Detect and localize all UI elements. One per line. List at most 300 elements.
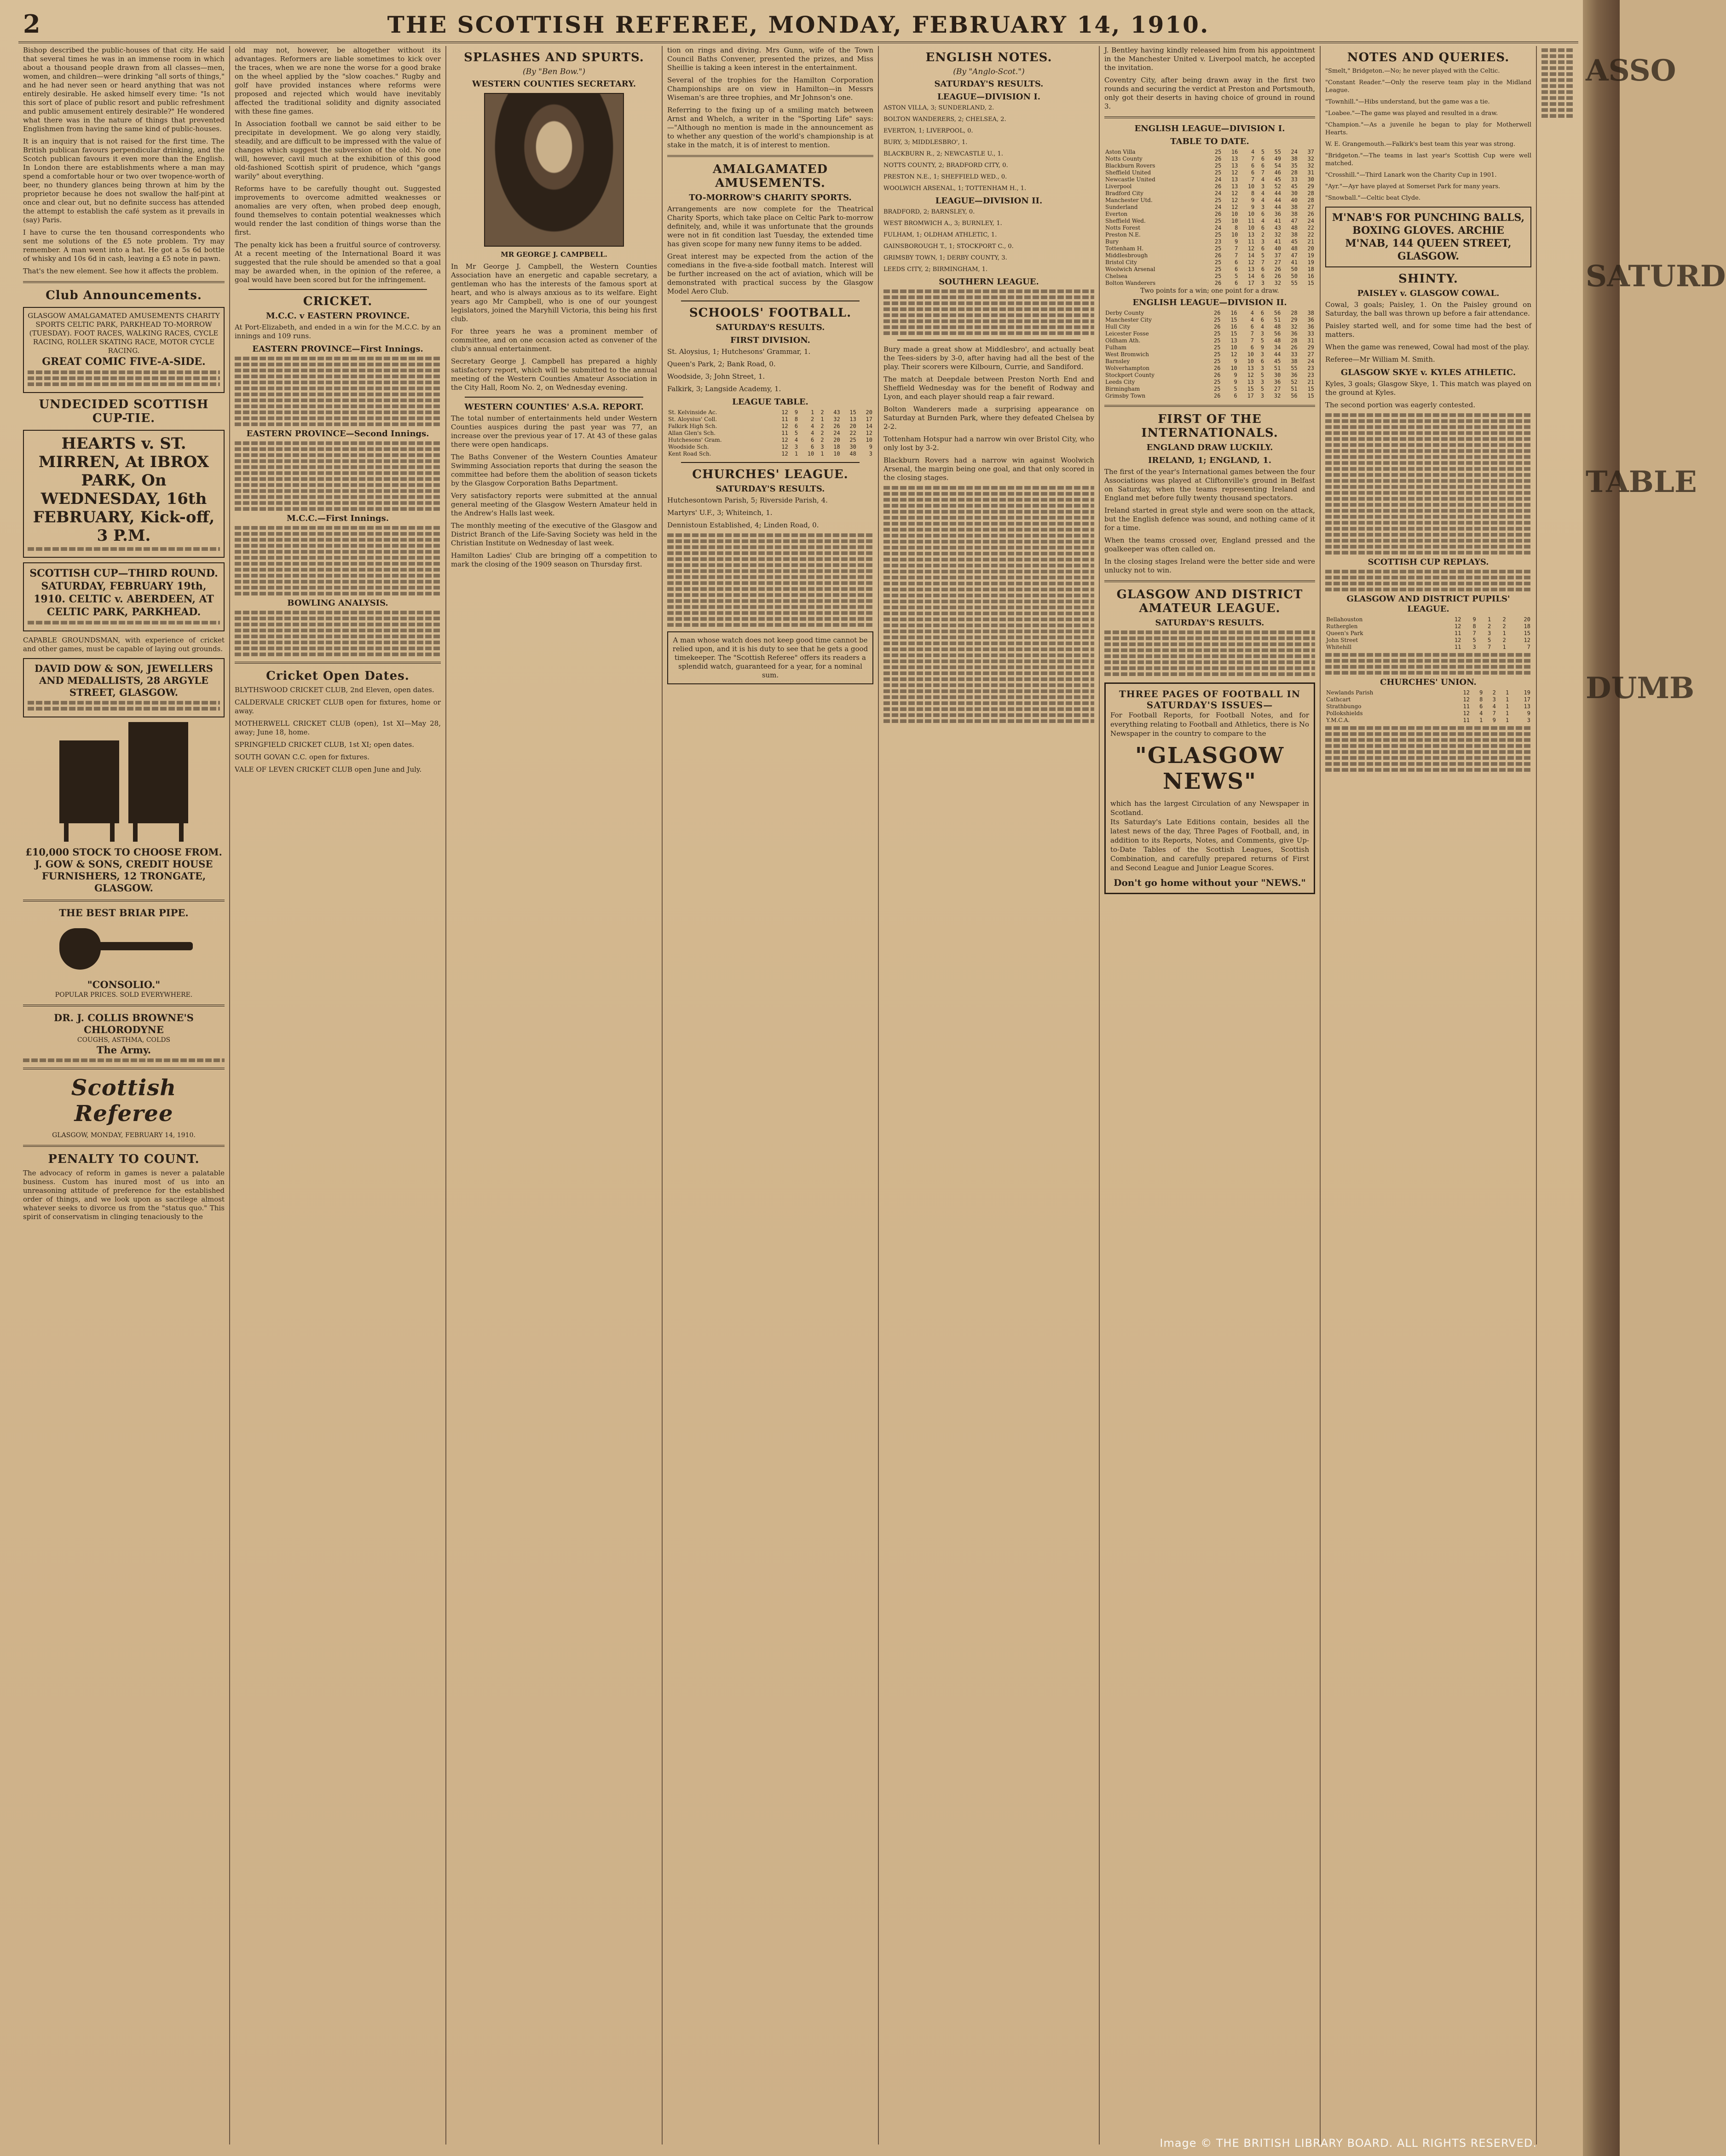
innings-heading: EASTERN PROVINCE—First Innings. bbox=[252, 344, 423, 354]
paragraph: old may not, however, be altogether without its advantages. Reformers are liable sometimes to kick over the traces, when we are none the worse for a good brake on the wheel applied by the "slow coaches." Rugby and golf have provided instances where reforms were proposed and rejected which would have inevitably affected the traditional solidity and dignity associated with these fine games. bbox=[235, 46, 441, 116]
paragraph: Great interest may be expected from the action of the comedians in the five-a-side football match. Interest will be further increased on the act of aviation, which will be demonstrated with practical success by the Glasgow Model Aero Club. bbox=[667, 252, 873, 295]
query-item: "Ayr."—Ayr have played at Somerset Park for many years. bbox=[1325, 183, 1501, 190]
divider bbox=[1104, 405, 1315, 407]
cup-tie-heading: UNDECIDED SCOTTISH CUP-TIE. bbox=[39, 398, 209, 425]
table-cell: 2 bbox=[1261, 231, 1265, 238]
table-cell: West Bromwich bbox=[1105, 351, 1149, 358]
table-cell: 6 bbox=[1260, 358, 1264, 364]
result: Martyrs' U.F., 3; Whiteinch, 1. bbox=[667, 509, 773, 517]
watch-ad bbox=[667, 631, 873, 684]
table-cell: 38 bbox=[1307, 310, 1314, 316]
table-cell: 7 bbox=[1235, 252, 1238, 259]
table-cell: Leicester Fosse bbox=[1105, 330, 1149, 337]
celtic-aberdeen-ad bbox=[23, 562, 225, 631]
paragraph: When the game was renewed, Cowal had most of the play. bbox=[1325, 343, 1530, 351]
table-row bbox=[1104, 231, 1315, 238]
table-cell: 13 bbox=[1524, 703, 1530, 710]
table-cell: 16 bbox=[1230, 310, 1237, 316]
table-cell: 1 bbox=[794, 451, 798, 457]
table-cell: 17 bbox=[1247, 393, 1254, 399]
table-cell: 11 bbox=[1454, 630, 1461, 636]
table-row bbox=[1104, 344, 1315, 351]
table-cell: 14 bbox=[1247, 273, 1255, 279]
table-cell: 21 bbox=[1307, 379, 1314, 385]
page-number: 2 bbox=[23, 9, 40, 39]
fine-print bbox=[28, 701, 220, 705]
table-subheading: TABLE TO DATE. bbox=[1170, 137, 1249, 146]
fine-print bbox=[28, 547, 220, 551]
table-cell: 5 bbox=[1260, 386, 1264, 392]
table-row bbox=[1104, 317, 1315, 324]
table-cell: 25 bbox=[1214, 245, 1222, 252]
paragraph: The first of the year's International games between the four Associations was played at Cliftonville's ground in Belfast on Saturday, when the teams representing Ireland and England met before fully twenty thousand spectators. bbox=[1104, 468, 1315, 502]
paragraph: Bolton Wanderers made a surprising appearance on Saturday at Burnden Park, where they defeated Chelsea by 2-2. bbox=[883, 405, 1094, 431]
table-cell: Liverpool bbox=[1105, 183, 1132, 190]
table-cell: 6 bbox=[1260, 310, 1264, 316]
subheading: GLASGOW AND DISTRICT PUPILS' LEAGUE. bbox=[1346, 594, 1510, 614]
table-cell: Whitehill bbox=[1326, 644, 1352, 650]
query-item: "Snowball."—Celtic beat Clyde. bbox=[1325, 195, 1421, 202]
open-date-item: MOTHERWELL CRICKET CLUB (open), 1st XI—May 28, away; June 18, home. bbox=[235, 719, 441, 736]
table-cell: 15 bbox=[1307, 280, 1314, 286]
table-cell: 17 bbox=[1524, 696, 1530, 703]
table-row bbox=[667, 444, 873, 451]
table-cell: 28 bbox=[1291, 169, 1298, 176]
table-cell: 1 bbox=[1506, 717, 1509, 723]
table-cell: 25 bbox=[1214, 337, 1221, 344]
result: Queen's Park, 2; Bank Road, 0. bbox=[667, 360, 776, 368]
schools-heading: SCHOOLS' FOOTBALL. bbox=[689, 306, 852, 320]
table-cell: 5 bbox=[1260, 372, 1264, 378]
table-cell: 11 bbox=[1247, 218, 1255, 224]
table-cell: 3 bbox=[1492, 696, 1496, 703]
dateline: GLASGOW, MONDAY, FEBRUARY 14, 1910. bbox=[52, 1132, 196, 1139]
table-cell: 43 bbox=[833, 409, 840, 416]
table-cell: Sunderland bbox=[1105, 204, 1138, 210]
table-cell: 10 bbox=[1230, 344, 1237, 351]
columns bbox=[18, 46, 1578, 2144]
table-row bbox=[1104, 156, 1315, 162]
paragraph: The advocacy of reform in games is never a palatable business. Custom has inured most of us into an unreasoning attitude of preference for the established order of things, and we look upon as sacrilege almost whatever seeks to divorce us from the "status quo." This spirit of conservatism in clinging tenaciously to the bbox=[23, 1169, 225, 1221]
table-cell: 16 bbox=[1307, 273, 1314, 279]
table-cell: 9 bbox=[1235, 238, 1238, 245]
fine-print bbox=[28, 621, 220, 624]
scottish-referee-logo: Scottish Referee bbox=[71, 1075, 177, 1127]
table-cell: Wolverhampton bbox=[1105, 365, 1149, 371]
byline: (By "Ben Bow.") bbox=[523, 67, 585, 76]
table-cell: 8 bbox=[1235, 225, 1238, 231]
table-row bbox=[1104, 365, 1315, 372]
paragraph: Reforms have to be carefully thought out. Suggested improvements to overcome admitted weaknesses or anomalies are very often, when probed deep enough, found themselves to contain potential weaknesses which would render the last condition of things worse than the first. bbox=[235, 185, 441, 237]
table-cell: Notts Forest bbox=[1105, 225, 1141, 231]
pipe-name: "CONSOLIO." bbox=[87, 979, 161, 990]
result: GRIMSBY TOWN, 1; DERBY COUNTY, 3. bbox=[883, 254, 1007, 261]
column-2 bbox=[230, 46, 446, 2144]
table-cell: 45 bbox=[1274, 358, 1281, 364]
table-cell: 10 bbox=[833, 451, 840, 457]
table-cell: 12 bbox=[1230, 351, 1237, 358]
newspaper-name: "GLASGOW NEWS" bbox=[1135, 743, 1285, 794]
table-cell: 25 bbox=[1214, 273, 1222, 279]
table-cell: 18 bbox=[1307, 266, 1314, 272]
table-cell: Barnsley bbox=[1105, 358, 1130, 364]
table-cell: 51 bbox=[1274, 365, 1281, 371]
table-cell: 9 bbox=[1251, 197, 1255, 203]
table-cell: Bristol City bbox=[1105, 259, 1137, 266]
table-row bbox=[1104, 379, 1315, 386]
table-cell: 1 bbox=[1487, 616, 1491, 623]
table-cell: 24 bbox=[1214, 190, 1222, 197]
table-cell: 7 bbox=[1261, 259, 1265, 266]
table-cell: Strathbungo bbox=[1326, 703, 1362, 710]
table-cell: 20 bbox=[849, 423, 856, 429]
paragraph: The second portion was eagerly contested. bbox=[1325, 401, 1476, 409]
table-cell: 5 bbox=[1260, 337, 1264, 344]
table-cell: 2 bbox=[1502, 637, 1506, 643]
table-cell: 13 bbox=[1247, 266, 1255, 272]
table-cell: Grimsby Town bbox=[1105, 393, 1146, 399]
table-cell: 6 bbox=[794, 423, 798, 429]
table-row bbox=[1325, 630, 1531, 637]
ad-text: Its Saturday's Late Editions contain, besides all the latest news of the day, Three Pages of Football, and, in addition to its Reports, Notes, and Comments, give Up-to-Date Tables of the Scottish Leagues, Scottish Combination, and carefully prepared returns of First and Second League and Junior League Scores. bbox=[1110, 818, 1309, 872]
table-cell: John Street bbox=[1326, 637, 1358, 643]
portrait-photo bbox=[484, 93, 624, 247]
table-cell: 33 bbox=[1291, 176, 1298, 183]
table-row bbox=[1104, 330, 1315, 337]
table-cell: Woolwich Arsenal bbox=[1105, 266, 1155, 272]
table-row bbox=[1325, 637, 1531, 644]
notes-queries-heading: NOTES AND QUERIES. bbox=[1347, 51, 1510, 64]
table-cell: 5 bbox=[1235, 273, 1238, 279]
table-cell: 52 bbox=[1274, 183, 1282, 190]
table-cell: 9 bbox=[1479, 689, 1483, 696]
table-cell: 1 bbox=[820, 451, 824, 457]
table-row bbox=[1104, 273, 1315, 280]
table-cell: 4 bbox=[1492, 703, 1496, 710]
result: EVERTON, 1; LIVERPOOL, 0. bbox=[883, 127, 973, 134]
table-cell: 7 bbox=[1250, 330, 1254, 337]
masthead-title: THE SCOTTISH REFEREE, MONDAY, FEBRUARY 14, 1910. bbox=[387, 11, 1210, 38]
table-cell: Derby County bbox=[1105, 310, 1144, 316]
table-cell: 25 bbox=[1214, 317, 1221, 323]
table-cell: Bradford City bbox=[1105, 190, 1143, 197]
cricket-heading: CRICKET. bbox=[303, 295, 373, 308]
table-cell: 6 bbox=[1235, 259, 1238, 266]
table-cell: 55 bbox=[1291, 365, 1298, 371]
table-cell: 10 bbox=[1247, 225, 1255, 231]
subheading: SCOTTISH CUP REPLAYS. bbox=[1368, 557, 1489, 567]
table-cell: 13 bbox=[849, 416, 856, 422]
ad-heading: SCOTTISH CUP—THIRD ROUND. SATURDAY, FEBRUARY 19th, 1910. CELTIC v. ABERDEEN, AT CELTIC PARK, PARKHEAD. bbox=[29, 567, 218, 618]
table-cell: 9 bbox=[1234, 372, 1237, 378]
table-cell: 8 bbox=[1472, 623, 1476, 630]
table-cell: 41 bbox=[1274, 238, 1282, 245]
fine-print bbox=[23, 1058, 225, 1062]
table-cell: Birmingham bbox=[1105, 386, 1140, 392]
table-cell: Chelsea bbox=[1105, 273, 1128, 279]
table-cell: Leeds City bbox=[1105, 379, 1135, 385]
table-cell: 48 bbox=[849, 451, 856, 457]
column-1 bbox=[18, 46, 230, 2144]
table-cell: 52 bbox=[1291, 379, 1298, 385]
paragraph: Kyles, 3 goals; Glasgow Skye, 1. This match was played on the ground at Kyles. bbox=[1325, 380, 1531, 397]
result: BRADFORD, 2; BARNSLEY, 0. bbox=[883, 208, 975, 215]
shinty-heading: SHINTY. bbox=[1398, 272, 1458, 286]
table-cell: Aston Villa bbox=[1105, 149, 1136, 155]
table-cell: 7 bbox=[1235, 245, 1238, 252]
table-cell: 12 bbox=[781, 451, 788, 457]
table-cell: 38 bbox=[1291, 211, 1298, 217]
table-row bbox=[1104, 266, 1315, 273]
table-cell: 13 bbox=[1230, 337, 1237, 344]
open-date-item: CALDERVALE CRICKET CLUB open for fixtures, home or away. bbox=[235, 698, 441, 715]
table-cell: 1 bbox=[1506, 696, 1509, 703]
table-cell: 38 bbox=[1291, 204, 1298, 210]
table-cell: 7 bbox=[1487, 644, 1491, 650]
open-date-item: SPRINGFIELD CRICKET CLUB, 1st XI; open dates. bbox=[235, 740, 414, 749]
paragraph: At Port-Elizabeth, and ended in a win for the M.C.C. by an innings and 109 runs. bbox=[235, 323, 441, 340]
table-cell: 28 bbox=[1291, 337, 1298, 344]
table-cell: 33 bbox=[1307, 330, 1314, 337]
table-cell: 1 bbox=[1506, 703, 1509, 710]
table-row bbox=[1104, 169, 1315, 176]
table-cell: 6 bbox=[1261, 273, 1265, 279]
photo-caption: MR GEORGE J. CAMPBELL. bbox=[501, 250, 607, 259]
table-row bbox=[1104, 197, 1315, 204]
paragraph: Bury made a great show at Middlesbro', and actually beat the Tees-siders by 3-0, after having had all the best of the play. Their scorers were Kilbourn, Currie, and Sandiford. bbox=[883, 345, 1094, 371]
subheading: SATURDAY'S RESULTS. bbox=[934, 79, 1044, 89]
table-cell: 1 bbox=[810, 409, 814, 416]
result: WEST BROMWICH A., 3; BURNLEY, 1. bbox=[883, 220, 1002, 227]
furniture-illustration bbox=[55, 722, 193, 842]
table-row bbox=[1104, 372, 1315, 379]
table-cell: Stockport County bbox=[1105, 372, 1155, 378]
table-cell: 6 bbox=[1234, 393, 1237, 399]
subheading: TO-MORROW'S CHARITY SPORTS. bbox=[689, 193, 852, 202]
table-cell: 2 bbox=[810, 416, 814, 422]
table-row bbox=[1104, 351, 1315, 358]
paragraph: Arrangements are now complete for the Theatrical Charity Sports, which take place on Celtic Park to-morrow definitely, and, while it was unfortunate that the grounds were not in fit condition last Tuesday, the extended time has given scope for many new funny items to be added. bbox=[667, 205, 873, 248]
table-heading: LEAGUE TABLE. bbox=[732, 397, 808, 407]
subheading: SATURDAY'S RESULTS. bbox=[716, 323, 825, 332]
table-cell: 3 bbox=[1260, 365, 1264, 371]
table-cell: Everton bbox=[1105, 211, 1128, 217]
result: Falkirk, 3; Langside Academy, 1. bbox=[667, 385, 781, 393]
table-cell: 25 bbox=[1214, 351, 1221, 358]
table-cell: 7 bbox=[1261, 169, 1265, 176]
divider bbox=[248, 289, 427, 290]
column-6 bbox=[1100, 46, 1321, 2144]
table-row bbox=[1104, 225, 1315, 231]
table-cell: 24 bbox=[1291, 149, 1298, 155]
table-cell: 1 bbox=[1502, 630, 1506, 636]
table-cell: 12 bbox=[781, 437, 788, 443]
page-fragment: TABLE bbox=[1586, 465, 1697, 500]
table-cell: 11 bbox=[1247, 238, 1255, 245]
table-cell: 19 bbox=[1307, 252, 1314, 259]
table-cell: 14 bbox=[1247, 252, 1255, 259]
table-cell: 48 bbox=[1291, 245, 1298, 252]
table-cell: 44 bbox=[1274, 197, 1282, 203]
table-cell: Hutchesons' Gram. bbox=[668, 437, 722, 443]
table-cell: 29 bbox=[1307, 344, 1314, 351]
table-cell: 41 bbox=[1291, 259, 1298, 266]
table-cell: 1 bbox=[1479, 717, 1483, 723]
table-cell: 20 bbox=[866, 409, 872, 416]
table-cell: 6 bbox=[1251, 169, 1255, 176]
table-row bbox=[1104, 337, 1315, 344]
result: WOOLWICH ARSENAL, 1; TOTTENHAM H., 1. bbox=[883, 185, 1027, 192]
table-cell: 9 bbox=[1234, 358, 1237, 364]
table-cell: 32 bbox=[1307, 156, 1314, 162]
division-heading: LEAGUE—DIVISION II. bbox=[935, 196, 1043, 206]
table-cell: 1 bbox=[820, 416, 824, 422]
table-cell: 26 bbox=[1291, 344, 1298, 351]
divider bbox=[235, 662, 441, 664]
table-cell: 10 bbox=[807, 451, 814, 457]
table-cell: 36 bbox=[1307, 324, 1314, 330]
table-cell: 30 bbox=[1274, 372, 1281, 378]
table-cell: 47 bbox=[1291, 218, 1298, 224]
table-row bbox=[1104, 252, 1315, 259]
table-cell: 28 bbox=[1291, 310, 1298, 316]
table-cell: 6 bbox=[1261, 156, 1265, 162]
table-cell: 3 bbox=[1261, 280, 1265, 286]
table-cell: 1 bbox=[1506, 710, 1509, 717]
table-cell: 4 bbox=[810, 430, 814, 436]
table-cell: 3 bbox=[794, 444, 798, 450]
table-cell: 4 bbox=[1479, 710, 1483, 717]
table-cell: 6 bbox=[810, 437, 814, 443]
query-item: "Loabee."—The game was played and resulted in a draw. bbox=[1325, 110, 1498, 117]
paragraph: In the closing stages Ireland were the better side and were unlucky not to win. bbox=[1104, 557, 1315, 574]
divider bbox=[667, 155, 873, 157]
table-cell: 2 bbox=[1502, 616, 1506, 623]
table-cell: 6 bbox=[1261, 245, 1265, 252]
query-item: "Crosshill."—Third Lanark won the Charity Cup in 1901. bbox=[1325, 172, 1497, 179]
table-cell: 11 bbox=[1463, 703, 1470, 710]
table-cell: 12 bbox=[1454, 623, 1461, 630]
table-row bbox=[1104, 358, 1315, 365]
table-cell: 2 bbox=[820, 423, 824, 429]
result: FULHAM, 1; OLDHAM ATHLETIC, 1. bbox=[883, 231, 997, 238]
table-cell: 12 bbox=[1463, 689, 1470, 696]
table-cell: 19 bbox=[1307, 259, 1314, 266]
report-heading: WESTERN COUNTIES' A.S.A. REPORT. bbox=[464, 402, 644, 412]
table-cell: 6 bbox=[810, 444, 814, 450]
table-cell: 26 bbox=[1214, 365, 1221, 371]
table-cell: 43 bbox=[1274, 225, 1282, 231]
ad-text: For Football Reports, for Football Notes, and for everything relating to Football and Athletics, there is No Newspaper in the country to compare to the bbox=[1110, 711, 1309, 738]
query-item: W. E. Grangemouth.—Falkirk's best team this year was strong. bbox=[1325, 141, 1515, 148]
table-cell: 12 bbox=[1247, 372, 1254, 378]
table-cell: Bellahouston bbox=[1326, 616, 1363, 623]
table-cell: 36 bbox=[1307, 317, 1314, 323]
table-row bbox=[1104, 259, 1315, 266]
table-cell: 26 bbox=[1214, 324, 1221, 330]
result: Hutchesontown Parish, 5; Riverside Parish, 4. bbox=[667, 496, 828, 504]
result: PRESTON N.E., 1; SHEFFIELD WED., 0. bbox=[883, 173, 1007, 180]
table-cell: 24 bbox=[1307, 218, 1314, 224]
table-cell: 3 bbox=[820, 444, 824, 450]
table-cell: 10 bbox=[1247, 183, 1255, 190]
table-cell: Cathcart bbox=[1326, 696, 1351, 703]
ad-heading: THREE PAGES OF FOOTBALL IN SATURDAY'S ISSUES— bbox=[1119, 688, 1301, 711]
groundsman-ad: CAPABLE GROUNDSMAN, with experience of cricket and other games, must be capable of laying out grounds. bbox=[23, 636, 225, 653]
table-cell: 10 bbox=[1231, 218, 1238, 224]
fine-print bbox=[28, 707, 220, 711]
table-cell: 12 bbox=[1231, 197, 1238, 203]
table-cell: 13 bbox=[1247, 365, 1254, 371]
table-row bbox=[667, 416, 873, 423]
paragraph: Referee—Mr William M. Smith. bbox=[1325, 355, 1435, 364]
table-cell: 10 bbox=[1247, 211, 1255, 217]
table-cell: 6 bbox=[1251, 162, 1255, 169]
table-cell: 13 bbox=[1231, 156, 1238, 162]
paragraph: Blackburn Rovers had a narrow win against Woolwich Arsenal, the margin being one goal, and that only scored in the closing stages. bbox=[883, 456, 1094, 482]
divider bbox=[897, 340, 1080, 341]
table-cell: 11 bbox=[781, 416, 788, 422]
table-cell: Preston N.E. bbox=[1105, 231, 1141, 238]
table-cell: 4 bbox=[1261, 190, 1265, 197]
table-row bbox=[1104, 393, 1315, 399]
table-cell: Rutherglen bbox=[1326, 623, 1358, 630]
table-cell: 3 bbox=[1527, 717, 1530, 723]
paragraph: Referring to the fixing up of a smiling match between Arnst and Whelch, a writer in the "Sporting Life" says:—"Although no mention is made in the announcement as to whether any question of the world's championship is at stake in the match, it is of interest to mention. bbox=[667, 106, 873, 149]
table-cell: Tottenham H. bbox=[1105, 245, 1144, 252]
pipe-ad-heading: THE BEST BRIAR PIPE. bbox=[59, 907, 189, 919]
paragraph: Bishop described the public-houses of that city. He said that several times he was in an immense room in which about a thousand people drawn from all classes—men, women, and children—were drinking "all sorts of things," and he had never seen or heard anything that was not entirely desirable. He asked himself every time: "Is not this sort of place of public resort and public refreshment and public amusement entirely desirable?" He wondered what there was in the nature of things that prevented Englishmen from having the same kind of public-houses. bbox=[23, 46, 225, 133]
churches-union-table bbox=[1325, 689, 1531, 724]
table-cell: 36 bbox=[1274, 211, 1282, 217]
table-cell: Y.M.C.A. bbox=[1326, 717, 1350, 723]
table-cell: 12 bbox=[1463, 696, 1470, 703]
paragraph: In Association football we cannot be said either to be precipitate in development. We go along very staidly, steadily, and are difficult to be impressed with the value of changes which suggest the subversion of the old. No one will, however, cavil much at the exhibition of this good old-fashioned Scottish spirit of prudence, which "gangs warily" about everything. bbox=[235, 120, 441, 180]
table-cell: 9 bbox=[1234, 379, 1237, 385]
table-cell: 26 bbox=[1214, 393, 1221, 399]
table-cell: 12 bbox=[781, 409, 788, 416]
table-cell: 4 bbox=[1260, 324, 1264, 330]
table-cell: Hull City bbox=[1105, 324, 1131, 330]
table-cell: Queen's Park bbox=[1326, 630, 1363, 636]
paragraph: The Baths Convener of the Western Counties Amateur Swimming Association reports that during the season the committee had before them the abolition of season tickets by the Glasgow Corporation Baths Department. bbox=[451, 453, 657, 487]
table-cell: 44 bbox=[1274, 351, 1281, 358]
table-cell: 25 bbox=[1214, 169, 1222, 176]
table-cell: Bury bbox=[1105, 238, 1119, 245]
table-cell: 10 bbox=[1247, 351, 1254, 358]
table-cell: 15 bbox=[1307, 386, 1314, 392]
open-date-item: VALE OF LEVEN CRICKET CLUB open June and July. bbox=[235, 765, 422, 774]
masthead bbox=[18, 9, 1578, 43]
table-cell: 28 bbox=[1307, 190, 1314, 197]
table-cell: 51 bbox=[1291, 386, 1298, 392]
table-cell: 30 bbox=[1307, 176, 1314, 183]
table-cell: 27 bbox=[1274, 386, 1281, 392]
table-row bbox=[1104, 324, 1315, 330]
table-cell: 36 bbox=[1291, 330, 1298, 337]
table-row bbox=[1325, 623, 1531, 630]
table-row bbox=[1325, 644, 1531, 651]
table-cell: 3 bbox=[1260, 330, 1264, 337]
table-cell: 9 bbox=[869, 444, 872, 450]
table-cell: Falkirk High Sch. bbox=[668, 423, 717, 429]
table-cell: 12 bbox=[1454, 616, 1461, 623]
table-row bbox=[1104, 162, 1315, 169]
table-cell: 37 bbox=[1274, 252, 1282, 259]
table-cell: 6 bbox=[1261, 162, 1265, 169]
adjacent-page-edge bbox=[1583, 0, 1726, 2156]
table-cell: 56 bbox=[1291, 393, 1298, 399]
